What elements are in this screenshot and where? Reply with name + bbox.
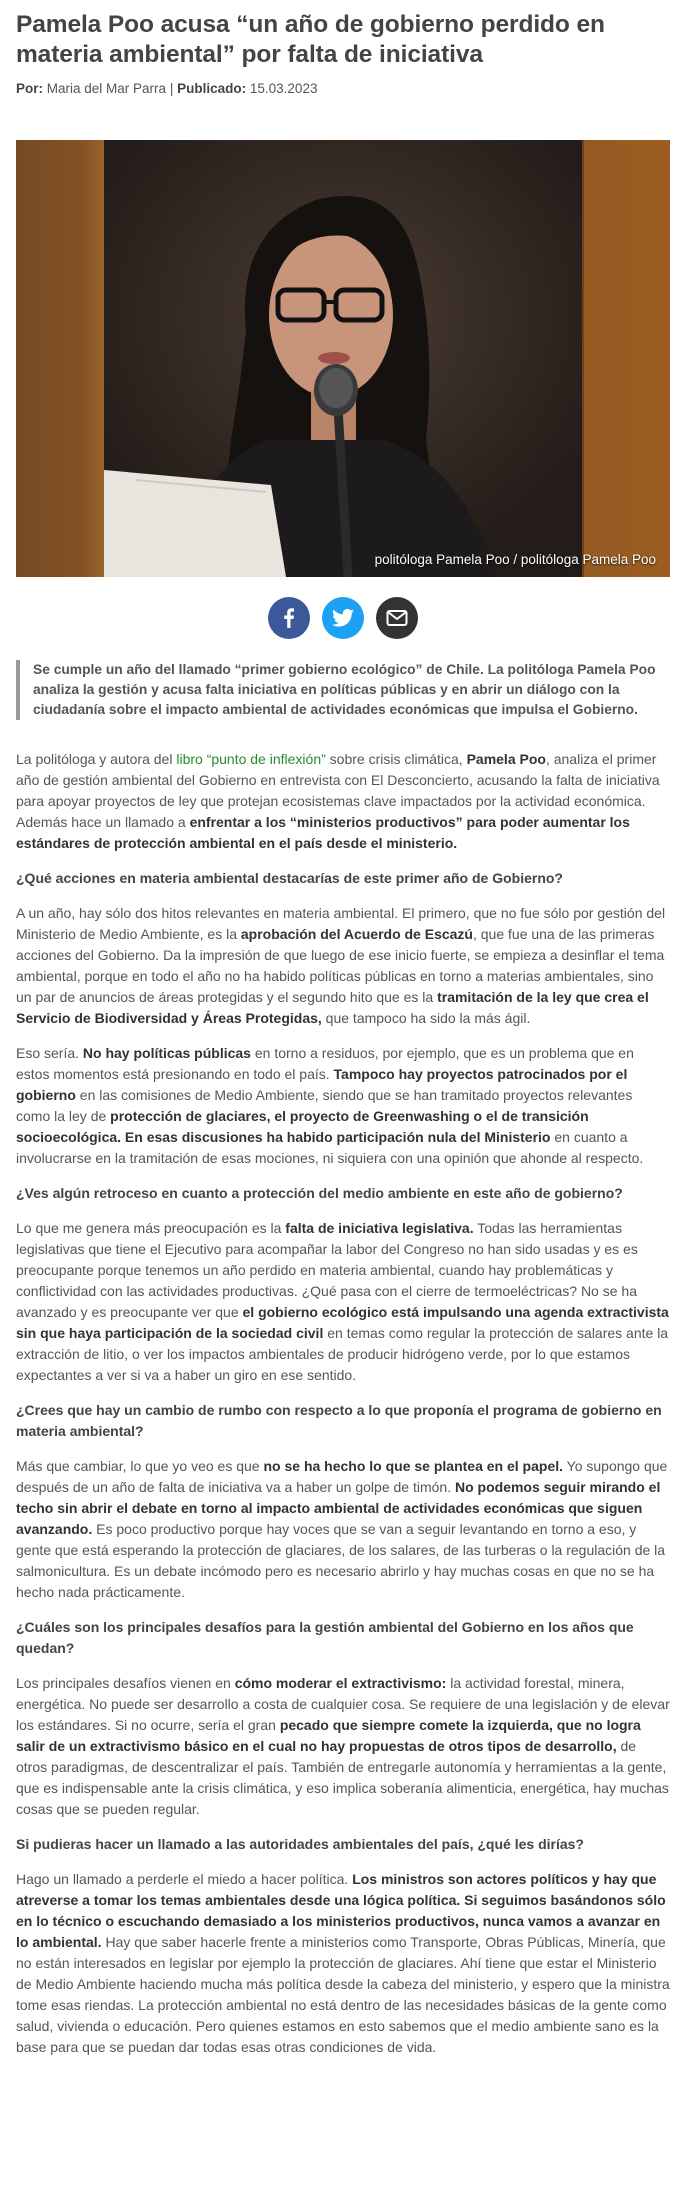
question-4: ¿Cuáles son los principales desafíos para la gestión ambiental del Gobierno en los años que quedan? xyxy=(16,1619,634,1656)
email-icon xyxy=(386,609,408,627)
article-body xyxy=(16,749,670,2072)
published-date: 15.03.2023 xyxy=(249,81,318,96)
share-facebook-button[interactable] xyxy=(268,597,310,639)
paragraph-7: Hago un llamado a perderle el miedo a hacer política. Los ministros son actores políticos y hay que atreverse a tomar los temas ambientales desde una lógica política. Si seguimos basándonos sólo en lo técnico o escuchando demasiado a los ministerios productivos, nunca vamos a avanzar en lo ambiental. Hay que saber hacerle frente a ministerios como Transporte, Obras Públicas, Minería, que no están interesados en legislar por ejemplo la protección de glaciares. Ahí tiene que estar el Ministerio de Medio Ambiente haciendo mucha más política desde la cabeza del ministerio, y espero que la ministra tome esas riendas. La protección ambiental no está dentro de las necesidades básicas de la gente como salud, vivienda o educación. Pero quienes estamos en esto sabemos que el medio ambiente sano es la base para que se puedan dar todas esas otras condiciones de vida. xyxy=(16,1871,670,2055)
paragraph-5: Más que cambiar, lo que yo veo es que no se ha hecho lo que se plantea en el papel. Yo supongo que después de un año de falta de iniciativa va a haber un golpe de timón. No podemos seguir mirando el techo sin abrir el debate en torno al impacto ambiental de actividades económicas que siguen avanzando. Es poco productivo porque hay voces que se van a seguir levantando en torno a eso, y gente que está esperando la protección de glaciares, de los salares, de las turberas o la regulación de la salmonicultura. Es un debate incómodo pero es necesario abrirlo y hay muchas cosas en que no se ha hecho nada prácticamente. xyxy=(16,1458,668,1600)
image-caption: politóloga Pamela Poo / politóloga Pamela Poo xyxy=(374,552,656,567)
article-photo xyxy=(16,140,670,577)
article-lead: Se cumple un año del llamado “primer gobierno ecológico” de Chile. La politóloga Pamela Poo analiza la gestión y acusa falta iniciativa en políticas públicas y en abrir un diálogo con la ciudadanía sobre el impacto ambiental de actividades económicas que impulsa el Gobierno. xyxy=(16,660,670,720)
portrait-illustration xyxy=(16,140,670,577)
paragraph-1: La politóloga y autora del libro “punto de inflexión” sobre crisis climática, Pamela Poo, analiza el primer año de gestión ambiental del Gobierno en entrevista con El Desconcierto, acusando la falta de iniciativa para apoyar proyectos de ley que protejan ecosistemas clave impactados por la actividad económica. Además hace un llamado a enfrentar a los “ministerios productivos” para poder aumentar los estándares de protección ambiental en el país desde el ministerio. xyxy=(16,751,660,851)
share-email-button[interactable] xyxy=(376,597,418,639)
paragraph-2: A un año, hay sólo dos hitos relevantes en materia ambiental. El primero, que no fue sólo por gestión del Ministerio de Medio Ambiente, es la aprobación del Acuerdo de Escazú, que fue una de las primeras acciones del Gobierno. Da la impresión de que luego de ese inicio fuerte, se empieza a desinflar el tema ambiental, porque en todo el año no ha habido políticas públicas en torno a materias ambientales, sino un par de anuncios de áreas protegidas y el segundo hito que es la tramitación de la ley que crea el Servicio de Biodiversidad y Áreas Protegidas, que tampoco ha sido la más ágil. xyxy=(16,905,666,1026)
article-title: Pamela Poo acusa “un año de gobierno perdido en materia ambiental” por falta de iniciativa xyxy=(16,11,605,68)
published-label: Publicado: xyxy=(177,81,247,96)
question-1: ¿Qué acciones en materia ambiental destacarías de este primer año de Gobierno? xyxy=(16,870,563,886)
book-link[interactable]: libro “punto de inflexión” xyxy=(176,751,326,767)
paragraph-4: Lo que me genera más preocupación es la falta de iniciativa legislativa. Todas las herramientas legislativas que tiene el Ejecutivo para acompañar la labor del Congreso no han sido usadas y es es preocupante porque tenemos un año perdido en materia ambiental, cuando hay problemáticas y conflictividad con las actividades productivas. ¿Qué pasa con el cierre de termoeléctricas? No se ha avanzado y es preocupante ver que el gobierno ecológico está impulsando una agenda extractivista sin que haya participación de la sociedad civil en temas como regular la protección de salares ante la extracción de litio, o ver los impactos ambientales de producir hidrógeno verde, por lo que estamos expectantes a ver si va a haber un giro en ese sentido. xyxy=(16,1220,669,1383)
share-twitter-button[interactable] xyxy=(322,597,364,639)
paragraph-3: Eso sería. No hay políticas públicas en torno a residuos, por ejemplo, que es un problema que en estos momentos está presionando en todo el país. Tampoco hay proyectos patrocinados por el gobierno en las comisiones de Medio Ambiente, siendo que se han tramitado proyectos relevantes como la ley de protección de glaciares, el proyecto de Greenwashing o el de transición socioecológica. En esas discusiones ha habido participación nula del Ministerio en cuanto a involucrarse en la tramitación de esas mociones, ni siquiera con una opinión que ahonde al respecto. xyxy=(16,1045,644,1166)
share-bar xyxy=(16,597,670,641)
by-label: Por: xyxy=(16,81,43,96)
question-5: Si pudieras hacer un llamado a las autoridades ambientales del país, ¿qué les dirías? xyxy=(16,1836,584,1852)
twitter-icon xyxy=(332,608,354,628)
byline xyxy=(16,81,317,96)
author-name: Maria del Mar Parra xyxy=(46,81,167,96)
question-2: ¿Ves algún retroceso en cuanto a protección del medio ambiente en este año de gobierno? xyxy=(16,1185,623,1201)
question-3: ¿Crees que hay un cambio de rumbo con respecto a lo que proponía el programa de gobierno en materia ambiental? xyxy=(16,1402,662,1439)
paragraph-6: Los principales desafíos vienen en cómo moderar el extractivismo: la actividad forestal, minera, energética. No puede ser desarrollo a costa de cualquier cosa. Se requiere de una legislación y de elevar los estándares. Si no ocurre, sería el gran pecado que siempre comete la izquierda, que no logra salir de un extractivismo básico en el cual no hay propuestas de otros tipos de desarrollo, de otros paradigmas, de descentralizar el país. También de entregarle autonomía y herramientas a la gente, que es indispensable ante la crisis climática, y eso implica soberanía alimenticia, energética, hay muchas cosas que se pueden regular. xyxy=(16,1675,670,1817)
facebook-icon xyxy=(279,608,299,628)
byline-separator: | xyxy=(169,81,174,96)
